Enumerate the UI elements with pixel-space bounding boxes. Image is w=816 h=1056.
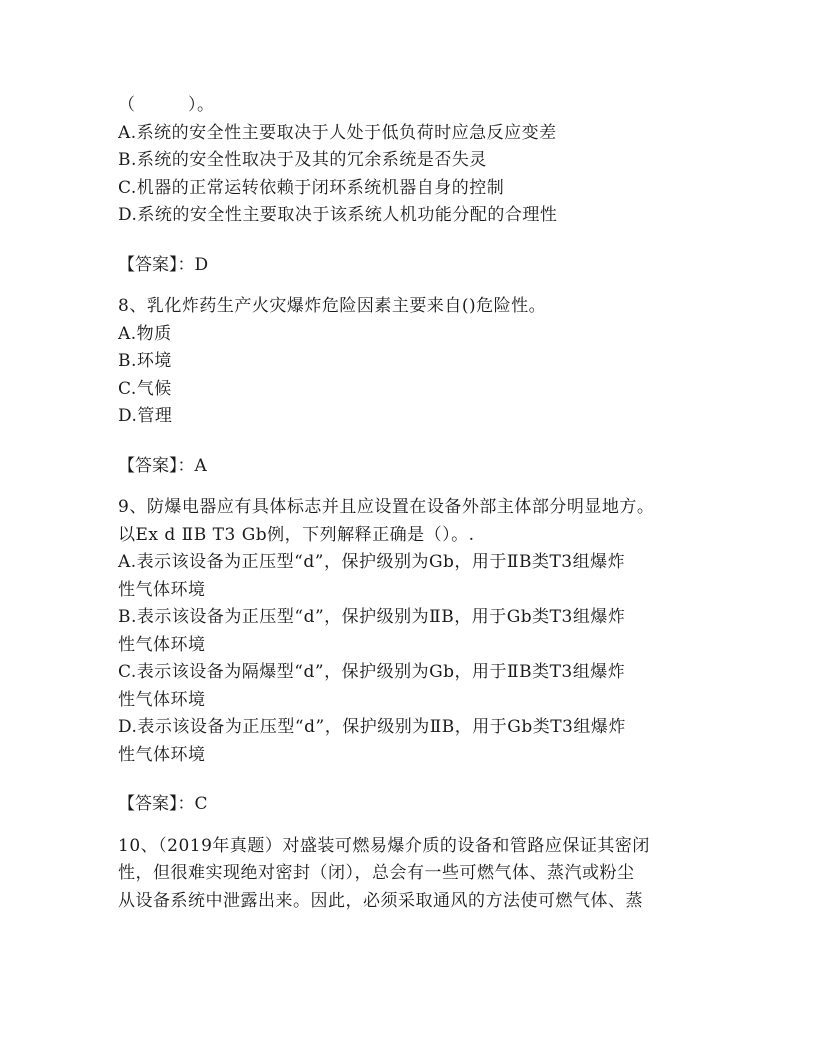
question-9 [118, 494, 698, 769]
question-9-answer: 【答案】：C [118, 794, 208, 814]
spacer [118, 230, 698, 252]
spacer [118, 480, 698, 494]
question-8-stem: 8、乳化炸药生产火灾爆炸危险因素主要来自()危险性。 [118, 296, 547, 316]
question-7 [118, 92, 698, 230]
question-9-option-d: D.表示该设备为正压型“d”，保护级别为ⅡB，用于Gb类T3组爆炸 [118, 717, 626, 737]
question-9-option-d-cont: 性气体环境 [118, 744, 206, 765]
question-7-option-a: A.系统的安全性主要取决于人处于低负荷时应急反应变差 [118, 122, 557, 143]
question-7-option-c: C.机器的正常运转依赖于闭环系统机器自身的控制 [118, 177, 505, 198]
question-8-option-a: A.物质 [118, 323, 172, 344]
question-9-option-c-cont: 性气体环境 [118, 689, 206, 710]
question-7-option-b: B.系统的安全性取决于及其的冗余系统是否失灵 [118, 150, 487, 170]
question-7-stem-tail: （ ）。 [118, 95, 215, 115]
spacer [118, 431, 698, 453]
question-8-option-d: D.管理 [118, 406, 173, 426]
question-9-stem-line-2: 以Ex d ⅡB T3 Gb例，下列解释正确是（）。. [118, 524, 475, 545]
question-9-option-a-cont: 性气体环境 [118, 579, 206, 600]
question-9-option-c: C.表示该设备为隔爆型“d”，保护级别为Gb，用于ⅡB类T3组爆炸 [118, 662, 626, 682]
question-7-answer: 【答案】：D [118, 254, 209, 275]
question-10-stem-line-3: 从设备系统中泄露出来。因此，必须采取通风的方法使可燃气体、蒸 [118, 890, 643, 911]
question-8 [118, 293, 698, 431]
question-7-option-d: D.系统的安全性主要取决于该系统人机功能分配的合理性 [118, 205, 558, 225]
question-8-option-c: C.气候 [118, 378, 172, 399]
question-9-option-b-cont: 性气体环境 [118, 634, 206, 655]
spacer [118, 769, 698, 791]
question-10-stem-line-1: 10、（2019年真题）对盛装可燃易爆介质的设备和管路应保证其密闭 [118, 835, 650, 856]
spacer [118, 279, 698, 293]
document-page [118, 92, 698, 915]
question-9-stem-line-1: 9、防爆电器应有具体标志并且应设置在设备外部主体部分明显地方。 [118, 497, 655, 517]
spacer [118, 819, 698, 833]
question-8-answer: 【答案】：A [118, 455, 207, 476]
question-8-option-b: B.环境 [118, 351, 172, 371]
question-10 [118, 833, 698, 916]
question-9-option-a: A.表示该设备为正压型“d”，保护级别为Gb，用于ⅡB类T3组爆炸 [118, 552, 626, 572]
question-9-option-b: B.表示该设备为正压型“d”，保护级别为ⅡB，用于Gb类T3组爆炸 [118, 607, 626, 627]
question-10-stem-line-2: 性，但很难实现绝对密封（闭），总会有一些可燃气体、蒸汽或粉尘 [118, 863, 635, 883]
